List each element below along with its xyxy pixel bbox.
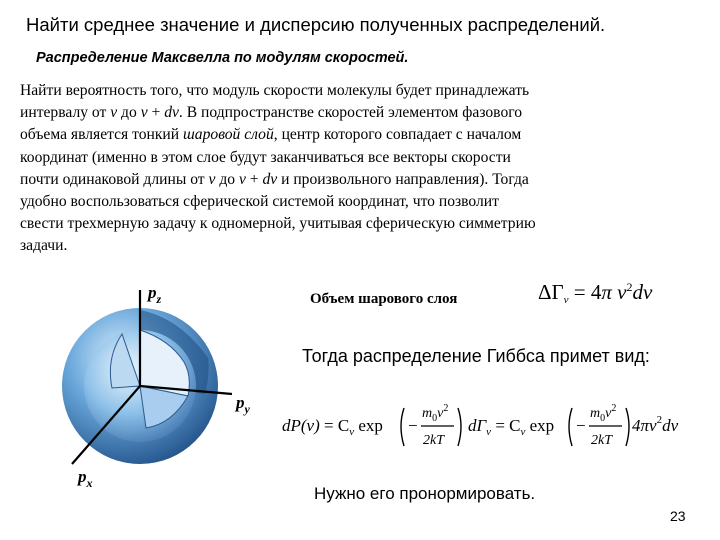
paragraph-line: [20, 191, 692, 213]
spherical-layer-figure: [60, 278, 310, 488]
slide-subtitle: Распределение Максвелла по модулям скоростей.: [36, 50, 409, 66]
math-subscript: v: [486, 426, 492, 438]
text-run: до: [117, 104, 141, 122]
math-var: dv: [164, 104, 179, 122]
text-run: до: [215, 170, 239, 188]
svg-text:dΓv = Cv exp: [468, 416, 554, 438]
math-var: m: [590, 406, 601, 421]
math-var: 2kT: [423, 433, 444, 448]
math-var: v: [238, 170, 246, 188]
body-paragraph: [20, 80, 692, 258]
right-bracket-2: [626, 408, 629, 446]
math-exponent: 2: [443, 403, 449, 414]
paragraph-line: [20, 124, 692, 146]
paragraph-line: [20, 102, 692, 124]
axis-z-label: $p_z$: [148, 283, 162, 306]
text-run: и произвольного направления). Тогда: [277, 170, 529, 188]
math-subscript: 0: [600, 413, 606, 424]
normalize-text: Нужно его пронормировать.: [314, 484, 536, 503]
axis-y-label: $p_y$: [236, 393, 250, 416]
math-var: dv: [632, 280, 653, 304]
right-bracket-1: [458, 408, 461, 446]
text-run: задачи.: [20, 237, 68, 255]
text-run: интервалу от: [20, 104, 111, 122]
svg-text:m0v2: [422, 403, 448, 424]
math-var: m: [422, 406, 433, 421]
volume-label: Объем шарового слоя: [310, 291, 458, 307]
math-subscript: 0: [432, 413, 438, 424]
math-var: dv: [262, 170, 278, 188]
emphasis-text: шаровой слой: [183, 126, 274, 144]
paragraph-line: [20, 80, 692, 102]
text-run: +: [147, 104, 165, 122]
math-symbol: = 4: [568, 280, 602, 304]
math-subscript: v: [520, 426, 526, 438]
math-symbol: = C: [491, 416, 521, 435]
slide-title: Найти среднее значение и дисперсию полученных распределений.: [26, 14, 606, 35]
text-run: +: [245, 170, 263, 188]
text-run: почти одинаковой длины от: [20, 170, 209, 188]
paragraph-line: [20, 213, 692, 235]
math-subscript: v: [349, 426, 355, 438]
math-var: v: [437, 406, 444, 421]
math-var: 4πv: [632, 416, 657, 435]
math-symbol: ΔΓ: [538, 280, 564, 304]
volume-formula: [538, 280, 652, 306]
paragraph-line: [20, 235, 692, 257]
math-subscript: v: [563, 294, 569, 306]
paragraph-line: [20, 147, 692, 169]
svg-text:dP(v) = Cv exp: [282, 416, 383, 438]
math-var: 2kT: [591, 433, 612, 448]
math-exponent: 2: [656, 414, 663, 426]
math-var: dΓ: [468, 416, 487, 435]
gibbs-formula: [282, 400, 702, 452]
paragraph-line: [20, 169, 692, 191]
gibbs-text: Тогда распределение Гиббса примет вид:: [302, 346, 650, 366]
page-number: 23: [670, 508, 686, 524]
text-run: свести трехмерную задачу к одномерной, учитывая сферическую симметрию: [20, 215, 536, 233]
text-run: Найти вероятность того, что модуль скорости молекулы будет принадлежать: [20, 82, 530, 99]
math-var: v: [140, 104, 148, 122]
left-bracket-2: [569, 408, 572, 446]
text-run: объема является тонкий: [20, 126, 184, 144]
math-exponent: 2: [626, 280, 633, 294]
math-func: exp: [354, 416, 383, 435]
svg-text:m0v2: [590, 403, 616, 424]
math-var: (v): [300, 416, 320, 435]
math-func: exp: [525, 416, 555, 435]
math-var: v: [611, 280, 627, 304]
text-run: координат (именно в этом слое будут заканчиваться все векторы скорости: [20, 148, 511, 166]
text-run: , центр которого совпадает с началом: [273, 126, 522, 144]
minus-sign-1: −: [408, 416, 418, 435]
math-symbol: = C: [319, 416, 350, 435]
math-var: dP: [282, 416, 301, 435]
text-run: . В подпространстве скоростей элементом фазового: [178, 104, 523, 122]
svg-text:4πv2dv: [632, 414, 679, 435]
math-var: v: [110, 104, 118, 122]
math-var: dv: [662, 416, 679, 435]
minus-sign-2: −: [576, 416, 586, 435]
left-bracket-1: [401, 408, 404, 446]
math-var: v: [605, 406, 612, 421]
math-var: v: [208, 170, 216, 188]
text-run: удобно воспользоваться сферической системой координат, что позволит: [20, 193, 499, 211]
math-exponent: 2: [611, 403, 617, 414]
math-symbol: π: [601, 280, 612, 304]
axis-x-label: $p_x$: [78, 467, 93, 488]
